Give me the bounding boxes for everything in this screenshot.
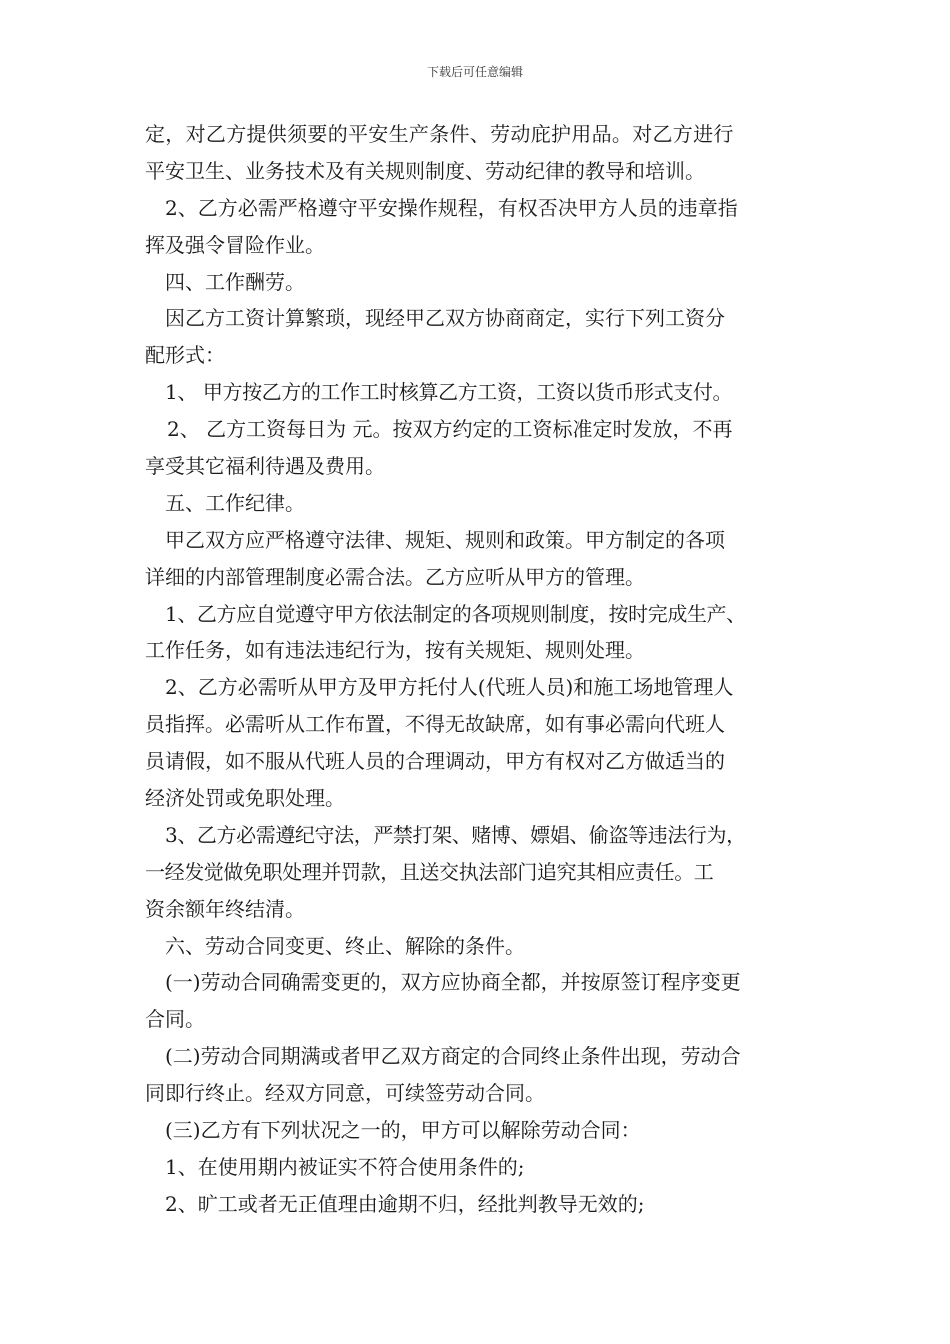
text-line: 合同。	[145, 1007, 205, 1032]
text-line: 挥及强令冒险作业。	[145, 232, 325, 257]
text-line: 同即行终止。经双方同意，可续签劳动合同。	[145, 1081, 545, 1106]
text-line: 员请假，如不服从代班人员的合理调动，甲方有权对乙方做适当的	[145, 749, 725, 774]
text-line: 资余额年终结清。	[145, 896, 305, 921]
section-heading: 四、工作酬劳。	[165, 269, 305, 294]
document-body	[145, 116, 825, 1223]
text-line: 经济处罚或免职处理。	[145, 786, 345, 811]
text-line: 甲乙双方应严格遵守法律、规矩、规则和政策。甲方制定的各项	[165, 527, 725, 552]
text-line: 2、乙方必需严格遵守平安操作规程，有权否决甲方人员的违章指	[165, 195, 738, 220]
text-line: 3、乙方必需遵纪守法，严禁打架、赌博、嫖娼、偷盗等违法行为，	[165, 822, 746, 847]
text-line: 2、乙方必需听从甲方及甲方托付人(代班人员)和施工场地管理人	[165, 675, 734, 700]
text-line: 工作任务，如有违法违纪行为，按有关规矩、规则处理。	[145, 638, 645, 663]
list-item: 2、旷工或者无正值理由逾期不归，经批判教导无效的;	[165, 1191, 645, 1216]
section-heading: 五、工作纪律。	[165, 490, 305, 515]
text-line: 平安卫生、业务技术及有关规则制度、劳动纪律的教导和培训。	[145, 158, 705, 183]
text-line: (一)劳动合同确需变更的，双方应协商全都，并按原签订程序变更	[165, 970, 741, 995]
list-item: 1、在使用期内被证实不符合使用条件的;	[165, 1154, 525, 1179]
text-line: 享受其它福利待遇及费用。	[145, 454, 385, 479]
text-line: (二)劳动合同期满或者甲乙双方商定的合同终止条件出现，劳动合	[165, 1044, 741, 1069]
text-line: 一经发觉做免职处理并罚款，且送交执法部门追究其相应责任。工	[145, 859, 714, 884]
text-line: 定，对乙方提供须要的平安生产条件、劳动庇护用品。对乙方进行	[145, 122, 734, 146]
text-line: 1、乙方应自觉遵守甲方依法制定的各项规则制度，按时完成生产、	[165, 601, 746, 626]
text-line: 2、 乙方工资每日为 元。按双方约定的工资标准定时发放，不再	[167, 417, 733, 442]
section-heading: 六、劳动合同变更、终止、解除的条件。	[165, 933, 525, 958]
text-line: 因乙方工资计算繁琐，现经甲乙双方协商商定，实行下列工资分	[165, 306, 725, 331]
text-line: 1、 甲方按乙方的工作工时核算乙方工资，工资以货币形式支付。	[165, 380, 733, 405]
page-header-watermark: 下载后可任意编辑	[426, 65, 523, 79]
text-line: (三)乙方有下列状况之一的，甲方可以解除劳动合同：	[165, 1118, 641, 1143]
text-line: 详细的内部管理制度必需合法。乙方应听从甲方的管理。	[145, 564, 645, 589]
text-line: 员指挥。必需听从工作布置，不得无故缺席，如有事必需向代班人	[145, 712, 725, 737]
text-line: 配形式：	[145, 343, 225, 368]
